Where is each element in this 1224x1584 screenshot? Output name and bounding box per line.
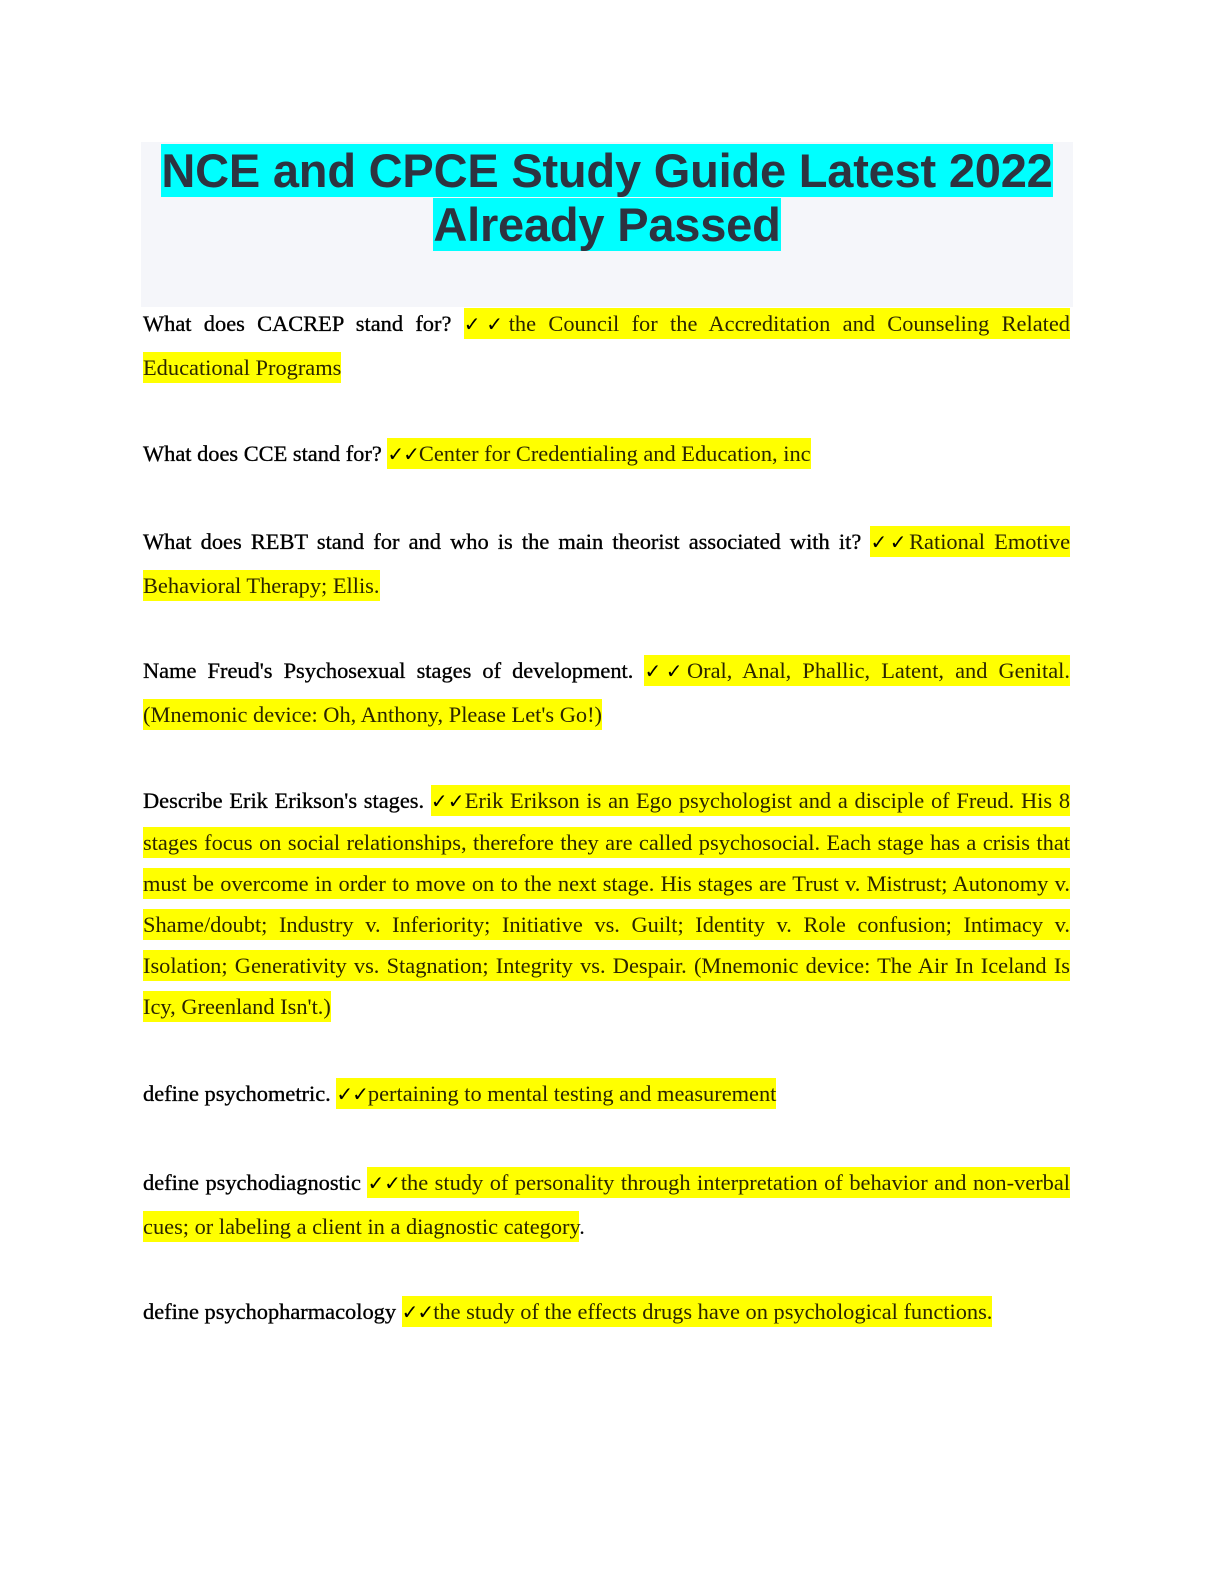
answer-text: Center for Credentialing and Education, inc — [418, 441, 811, 466]
qa-entry-rebt — [143, 520, 1070, 608]
question-text: What does CCE stand for? — [143, 441, 382, 466]
page-title — [141, 142, 1073, 252]
answer-text: Oral, Anal, Phallic, Latent, and Genital. (Mnemonic device: Oh, Anthony, Please Let's Go!) — [143, 658, 1070, 727]
qa-entry-psychometric — [143, 1072, 1070, 1116]
double-check-icon: ✓✓ — [430, 789, 465, 813]
title-line-1: NCE and CPCE Study Guide Latest 2022 — [161, 144, 1053, 197]
double-check-icon: ✓✓ — [644, 659, 687, 683]
answer-highlight — [336, 1078, 776, 1109]
question-text: define psychodiagnostic — [143, 1170, 361, 1195]
question-text: Name Freud's Psychosexual stages of development. — [143, 658, 634, 683]
qa-entry-cce — [143, 432, 1070, 476]
double-check-icon: ✓✓ — [336, 1082, 368, 1106]
qa-entry-erikson — [143, 780, 1070, 1027]
double-check-icon: ✓✓ — [870, 530, 910, 554]
double-check-icon: ✓✓ — [401, 1300, 434, 1324]
trailing-punctuation: . — [579, 1214, 585, 1239]
answer-highlight — [387, 438, 810, 469]
question-text: define psychometric. — [143, 1081, 331, 1106]
answer-highlight — [402, 1296, 993, 1327]
double-check-icon: ✓✓ — [367, 1171, 401, 1195]
question-text: Describe Erik Erikson's stages. — [143, 788, 425, 813]
qa-entry-freud — [143, 649, 1070, 737]
answer-text: Rational Emotive Behavioral Therapy; Ellis. — [143, 529, 1071, 598]
question-text: What does CACREP stand for? — [143, 311, 452, 336]
qa-entry-psychodiagnostic — [143, 1161, 1070, 1249]
answer-text: the Council for the Accreditation and Counseling Related Educational Programs — [143, 311, 1070, 380]
answer-text: pertaining to mental testing and measurement — [367, 1081, 777, 1106]
answer-text: the study of the effects drugs have on psychological functions. — [433, 1299, 993, 1324]
title-banner — [141, 142, 1073, 307]
qa-entry-psychopharmacology — [143, 1290, 1070, 1334]
question-text: What does REBT stand for and who is the main theorist associated with it? — [143, 529, 862, 554]
question-text: define psychopharmacology — [143, 1299, 397, 1324]
answer-text: the study of personality through interpretation of behavior and non-verbal cues; or labeling a client in a diagnostic category — [143, 1170, 1071, 1239]
double-check-icon: ✓✓ — [463, 312, 509, 336]
answer-text: Erik Erikson is an Ego psychologist and a disciple of Freud. His 8 stages focus on social relationships, therefore they are called psychosocial. Each stage has a crisis that must be overcome in order to move on to the next stage. His stages are Trust v. Mistrust; Autonomy v. Shame/doubt; Industry v. Inferiority; Initiative vs. Guilt; Identity v. Role confusion; Intimacy v. Isolation; Generativity vs. Stagnation; Integrity vs. Despair. (Mnemonic device: The Air In Iceland Is Icy, Greenland Isn't.) — [143, 788, 1071, 1019]
qa-entry-cacrep — [143, 302, 1070, 390]
title-line-2: Already Passed — [433, 198, 781, 251]
answer-highlight — [143, 785, 1070, 1022]
double-check-icon: ✓✓ — [387, 442, 419, 466]
